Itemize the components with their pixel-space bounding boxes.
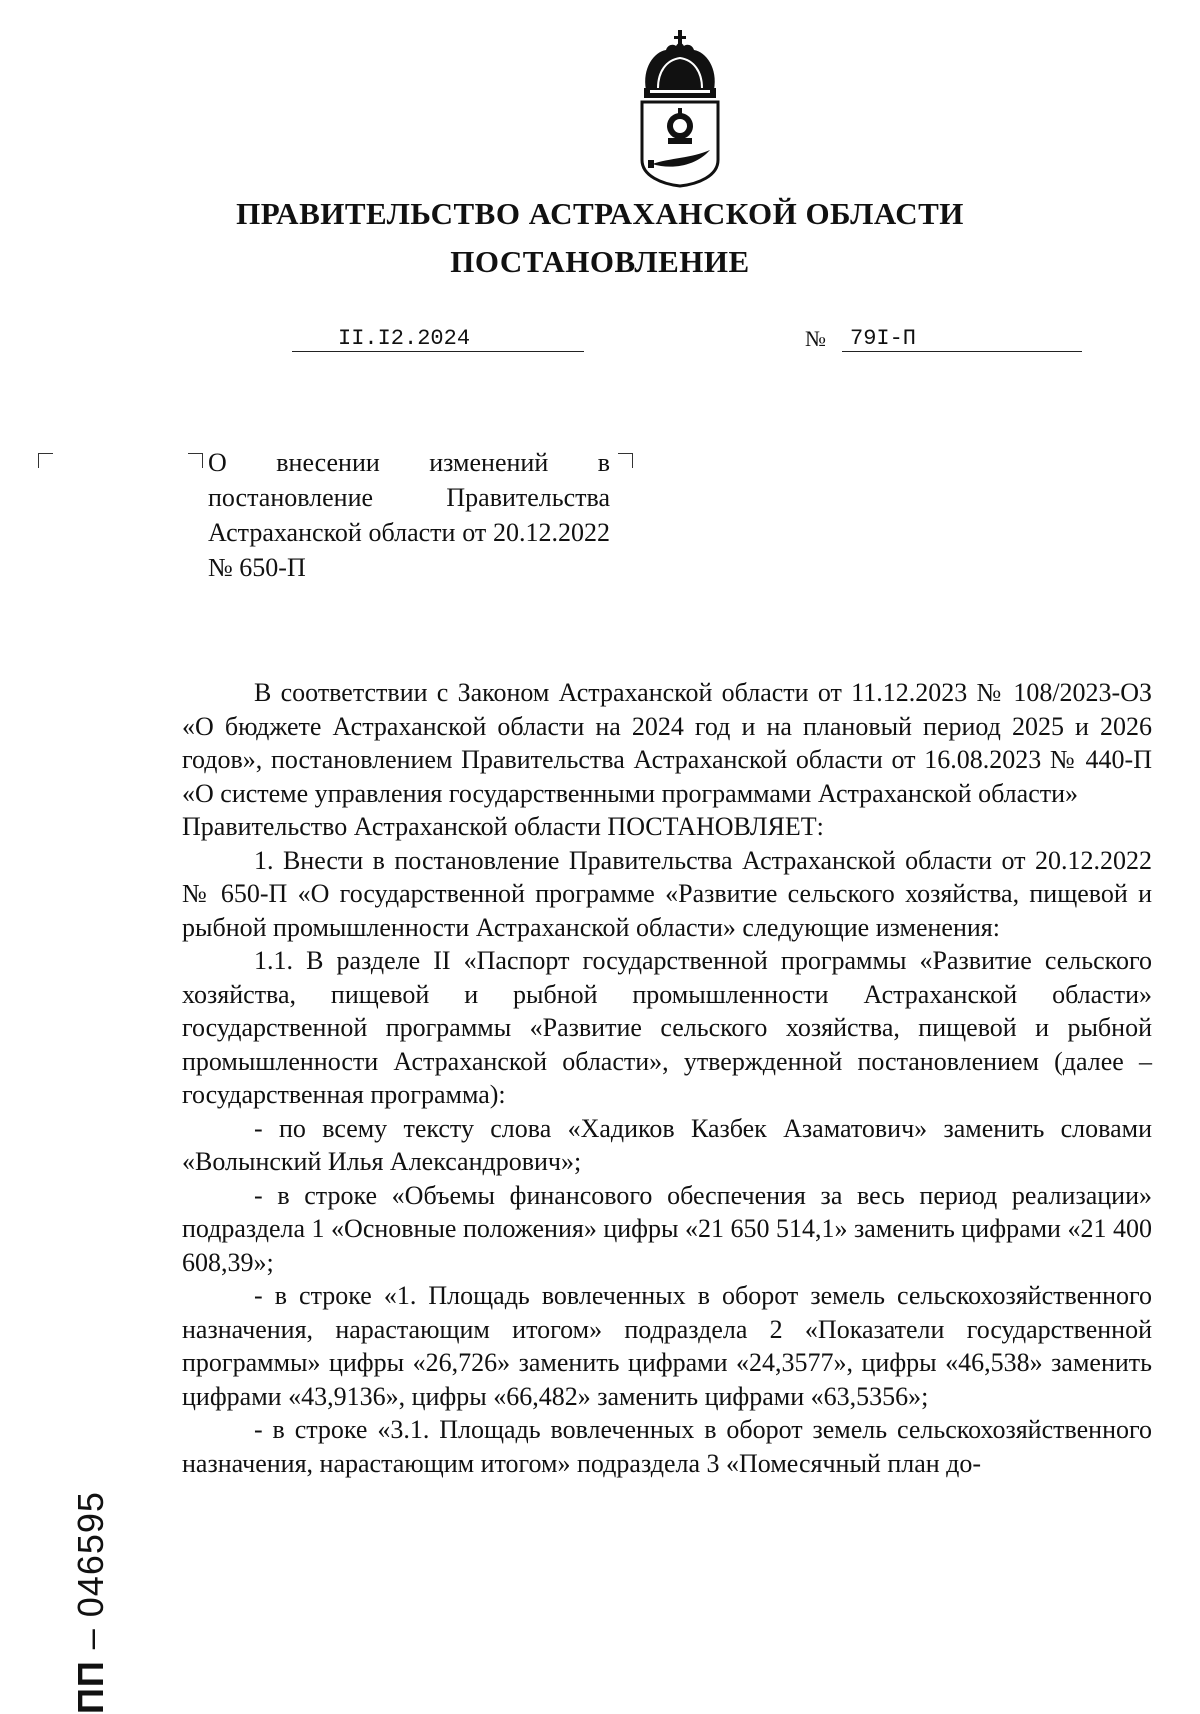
- item-1-paragraph: 1. Внести в постановление Правительства Астраханской области от 20.12.2022 № 650-П «О государственной программе «Развитие сельского хозяйства, пищевой и рыбной промышленности Астраханской области» следующие изменения:: [182, 845, 1152, 942]
- dash-item-paragraph: - по всему тексту слова «Хадиков Казбек Азаматович» заменить словами «Волынский Илья Александрович»;: [182, 1113, 1152, 1176]
- document-number: 79I-П: [842, 326, 1082, 352]
- dash-item-paragraph: - в строке «Объемы финансового обеспечения за весь период реализации» подраздела 1 «Основные положения» цифры «21 650 514,1» заменить цифрами «21 400 608,39»;: [182, 1180, 1152, 1277]
- serial-separator: –: [70, 1617, 111, 1661]
- resolution-line: Правительство Астраханской области ПОСТАНОВЛЯЕТ:: [182, 812, 824, 841]
- preamble-paragraph: В соответствии с Законом Астраханской области от 11.12.2023 № 108/2023-ОЗ «О бюджете Астраханской области на 2024 год и на плановый период 2025 и 2026 годов», постановлением Правительства Астраханской области от 16.08.2023 № 440-П «О системе управления государственными программами Астраханской области»: [182, 678, 1152, 808]
- dash-item-paragraph: - в строке «3.1. Площадь вовлеченных в оборот земель сельскохозяйственного назначения, нарастающим итогом» подраздела 3 «Помесячный план до-: [182, 1415, 1152, 1478]
- document-body: [182, 676, 1152, 1480]
- item-1-1-paragraph: 1.1. В разделе II «Паспорт государственной программы «Развитие сельского хозяйства, пищевой и рыбной промышленности Астраханской области» государственной программы «Развитие сельского хозяйства, пищевой и рыбной промышленности Астраханской области», утвержденной постановлением (далее – государственная программа):: [182, 946, 1152, 1109]
- coat-of-arms-emblem: [632, 28, 728, 188]
- form-serial-number: [70, 1491, 112, 1714]
- corner-mark-subject-left: [188, 453, 203, 468]
- document-type-title: ПОСТАНОВЛЕНИЕ: [450, 244, 750, 279]
- corner-mark-left: [38, 453, 53, 468]
- dash-item-paragraph: - в строке «1. Площадь вовлеченных в оборот земель сельскохозяйственного назначения, нарастающим итогом» подраздела 2 «Показатели государственной программы» цифры «26,726» заменить цифрами «24,3577», цифры «46,538» заменить цифрами «43,9136», цифры «66,482» заменить цифрами «63,5356»;: [182, 1281, 1152, 1411]
- number-sign: №: [805, 326, 826, 351]
- organization-title: ПРАВИТЕЛЬСТВО АСТРАХАНСКОЙ ОБЛАСТИ: [236, 196, 964, 231]
- serial-digits: 046595: [70, 1491, 111, 1618]
- document-date: II.I2.2024: [292, 326, 584, 352]
- corner-mark-subject-right: [618, 453, 633, 468]
- serial-prefix: ПП: [70, 1660, 111, 1714]
- document-subject: О внесении изменений в постановление Правительства Астраханской области от 20.12.2022 № 650-П: [208, 448, 610, 582]
